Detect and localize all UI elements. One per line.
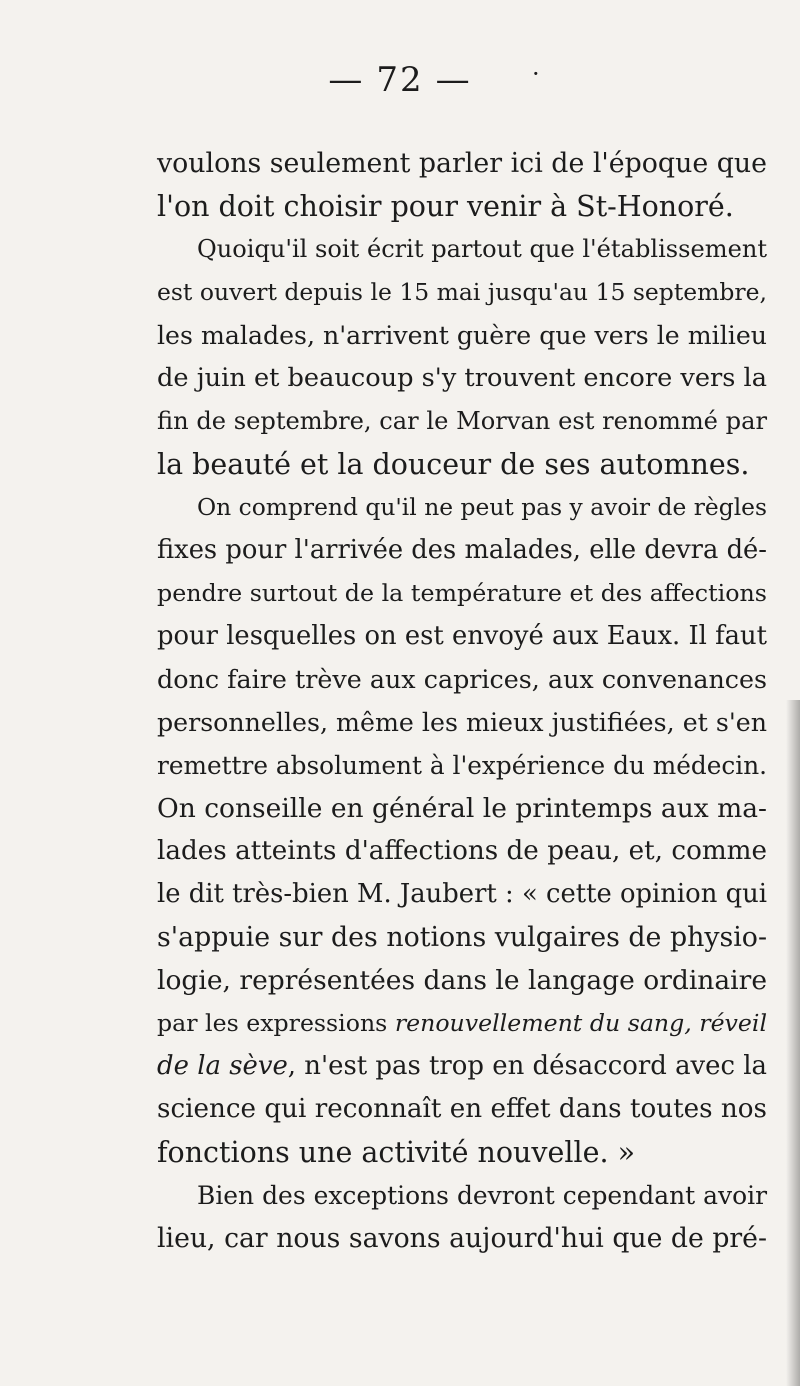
- italic-text: renouvellement du sang, réveil: [394, 1009, 767, 1037]
- header-dash-right: —: [435, 60, 472, 100]
- text-line: fin de septembre, car le Morvan est renommé par: [157, 407, 767, 435]
- text-segment: par les expressions: [157, 1009, 395, 1037]
- text-line: On conseille en général le printemps aux ma-: [157, 793, 767, 824]
- text-line: science qui reconnaît en effet dans toutes nos: [157, 1094, 767, 1124]
- text-line: s'appuie sur des notions vulgaires de physio-: [157, 922, 767, 953]
- text-line: fixes pour l'arrivée des malades, elle devra dé-: [157, 535, 767, 565]
- header-mark: ·: [532, 60, 542, 88]
- text-line: lades atteints d'affections de peau, et, comme: [157, 836, 767, 866]
- text-line: Quoiqu'il soit écrit partout que l'établissement: [197, 235, 767, 263]
- text-line: est ouvert depuis le 15 mai jusqu'au 15 septembre,: [157, 278, 767, 306]
- text-line: [157, 1045, 767, 1088]
- text-line: fonctions une activité nouvelle. »: [157, 1136, 636, 1169]
- page-number: 72: [376, 60, 424, 100]
- text-line: les malades, n'arrivent guère que vers le milieu: [157, 321, 767, 350]
- text-line: l'on doit choisir pour venir à St-Honoré.: [157, 190, 734, 223]
- text-line: pour lesquelles on est envoyé aux Eaux. Il faut: [157, 621, 767, 651]
- text-line: [157, 1002, 767, 1045]
- text-segment: , n'est pas trop en désaccord avec la: [287, 1051, 767, 1081]
- body-text: [157, 142, 767, 1260]
- page-edge-shadow: [786, 700, 800, 1386]
- header-dash-left: —: [328, 60, 365, 100]
- text-line: le dit très-bien M. Jaubert : « cette opinion qui: [157, 879, 767, 909]
- text-line: donc faire trève aux caprices, aux convenances: [157, 664, 767, 694]
- page-number-header: [0, 60, 800, 100]
- text-line: la beauté et la douceur de ses automnes.: [157, 448, 750, 481]
- text-line: remettre absolument à l'expérience du médecin.: [157, 751, 767, 780]
- text-line: pendre surtout de la température et des affections: [157, 579, 767, 607]
- italic-text: de la sève: [157, 1051, 288, 1081]
- text-line: lieu, car nous savons aujourd'hui que de pré-: [157, 1223, 767, 1254]
- text-line: de juin et beaucoup s'y trouvent encore vers la: [157, 363, 767, 393]
- text-line: On comprend qu'il ne peut pas y avoir de règles: [197, 493, 767, 521]
- text-line: voulons seulement parler ici de l'époque que: [157, 148, 767, 179]
- text-line: personnelles, même les mieux justifiées, et s'en: [157, 708, 767, 737]
- text-line: Bien des exceptions devront cependant avoir: [197, 1181, 767, 1210]
- text-line: logie, représentées dans le langage ordinaire: [157, 965, 767, 996]
